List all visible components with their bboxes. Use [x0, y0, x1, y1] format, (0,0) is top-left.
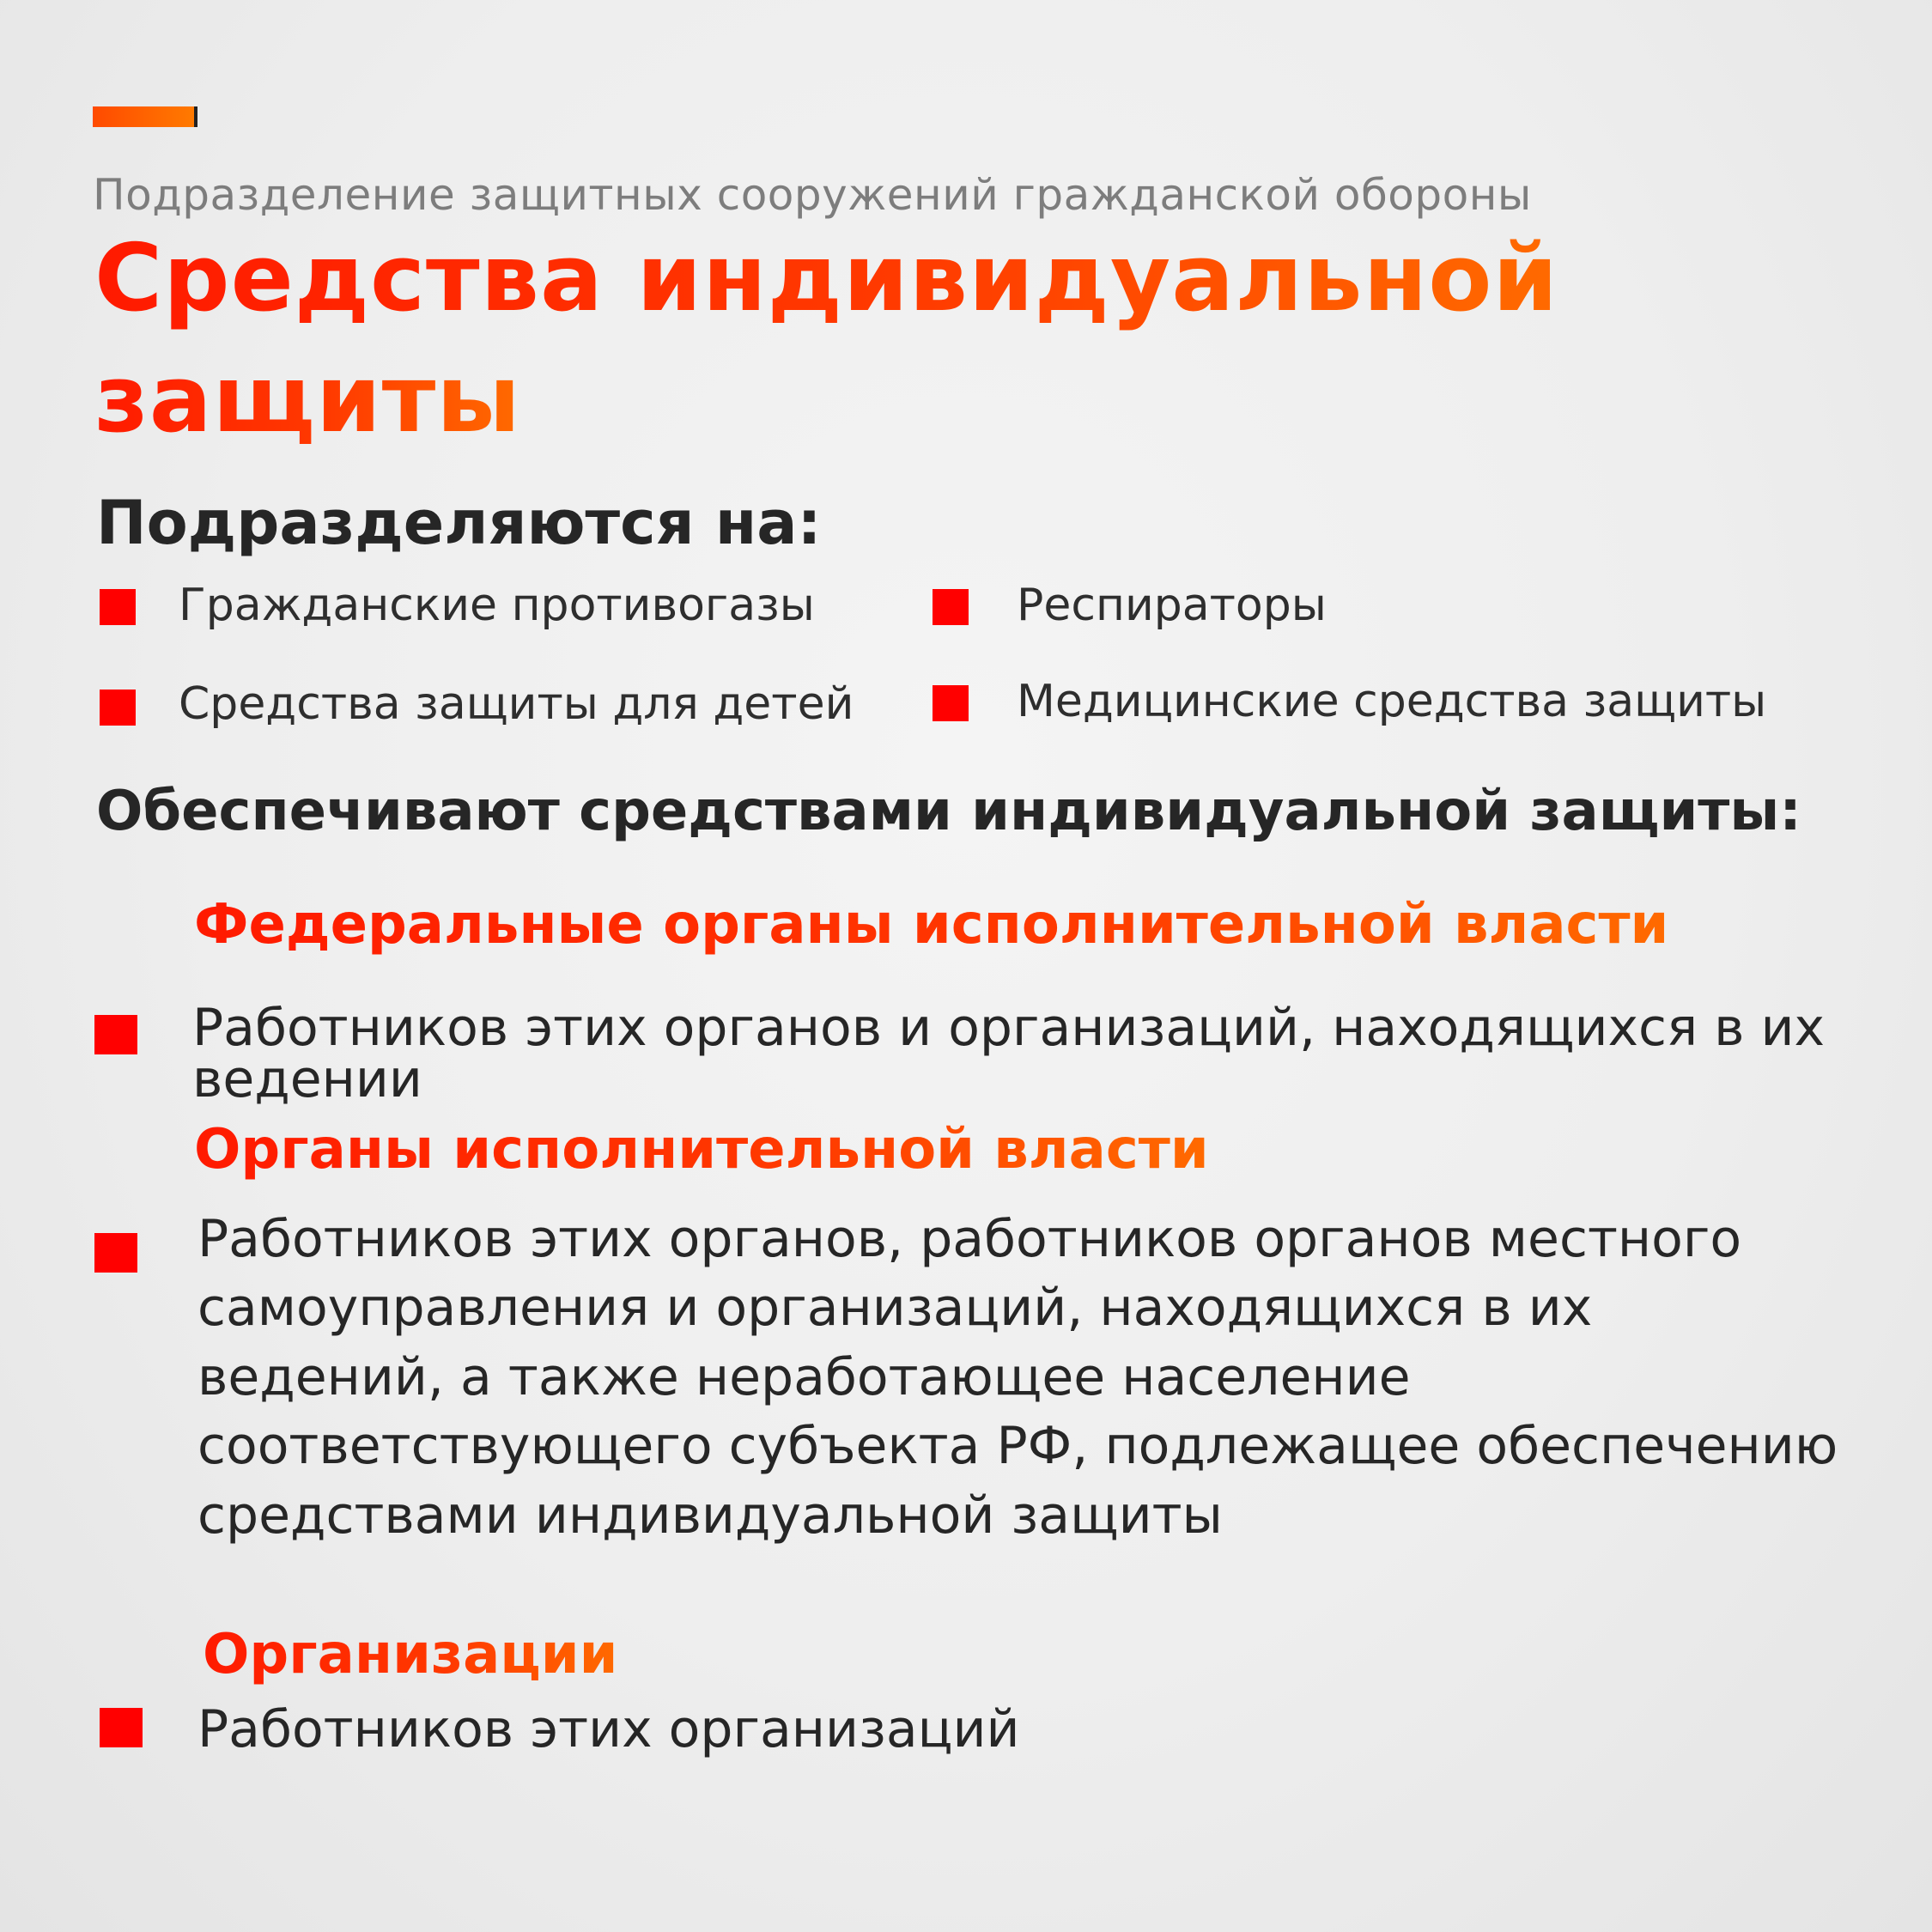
category-executive-authorities: Органы исполнительной власти: [194, 1118, 1209, 1182]
bullet-square-icon: [94, 1233, 137, 1273]
bullet-square-icon: [100, 589, 136, 625]
provide-heading: Обеспечивают средствами индивидуальной защиты:: [96, 780, 1801, 843]
description-organizations: Работников этих организаций: [197, 1699, 1020, 1759]
page-title-line-1: Средства индивидуальной: [94, 225, 1559, 332]
type-item-gas-masks: Гражданские противогазы: [179, 580, 815, 631]
bullet-square-icon: [933, 589, 969, 625]
accent-bar: [93, 106, 197, 127]
department-subtitle: Подразделение защитных сооружений гражданской обороны: [93, 170, 1532, 220]
bullet-square-icon: [100, 1708, 143, 1747]
type-item-respirators: Респираторы: [1017, 580, 1327, 631]
bullet-square-icon: [933, 685, 969, 721]
bullet-square-icon: [94, 1015, 137, 1054]
description-executive-authorities: Работников этих органов, работников органов местного самоуправления и организаций, находящихся в их ведений, а также неработающее население соответствующего субъекта РФ, подлежащее обеспечению средствами индивидуальной защиты: [197, 1209, 1838, 1546]
type-item-medical-protection: Медицинские средства защиты: [1017, 676, 1767, 727]
category-organizations: Организации: [203, 1623, 618, 1686]
types-heading: Подразделяются на:: [96, 488, 822, 558]
page-title-line-2: защиты: [94, 346, 521, 453]
description-federal-authorities: Работников этих органов и организаций, находящихся в их ведении: [192, 998, 1826, 1109]
type-item-child-protection: Средства защиты для детей: [179, 678, 854, 730]
category-federal-authorities: Федеральные органы исполнительной власти: [194, 893, 1669, 957]
bullet-square-icon: [100, 690, 136, 726]
